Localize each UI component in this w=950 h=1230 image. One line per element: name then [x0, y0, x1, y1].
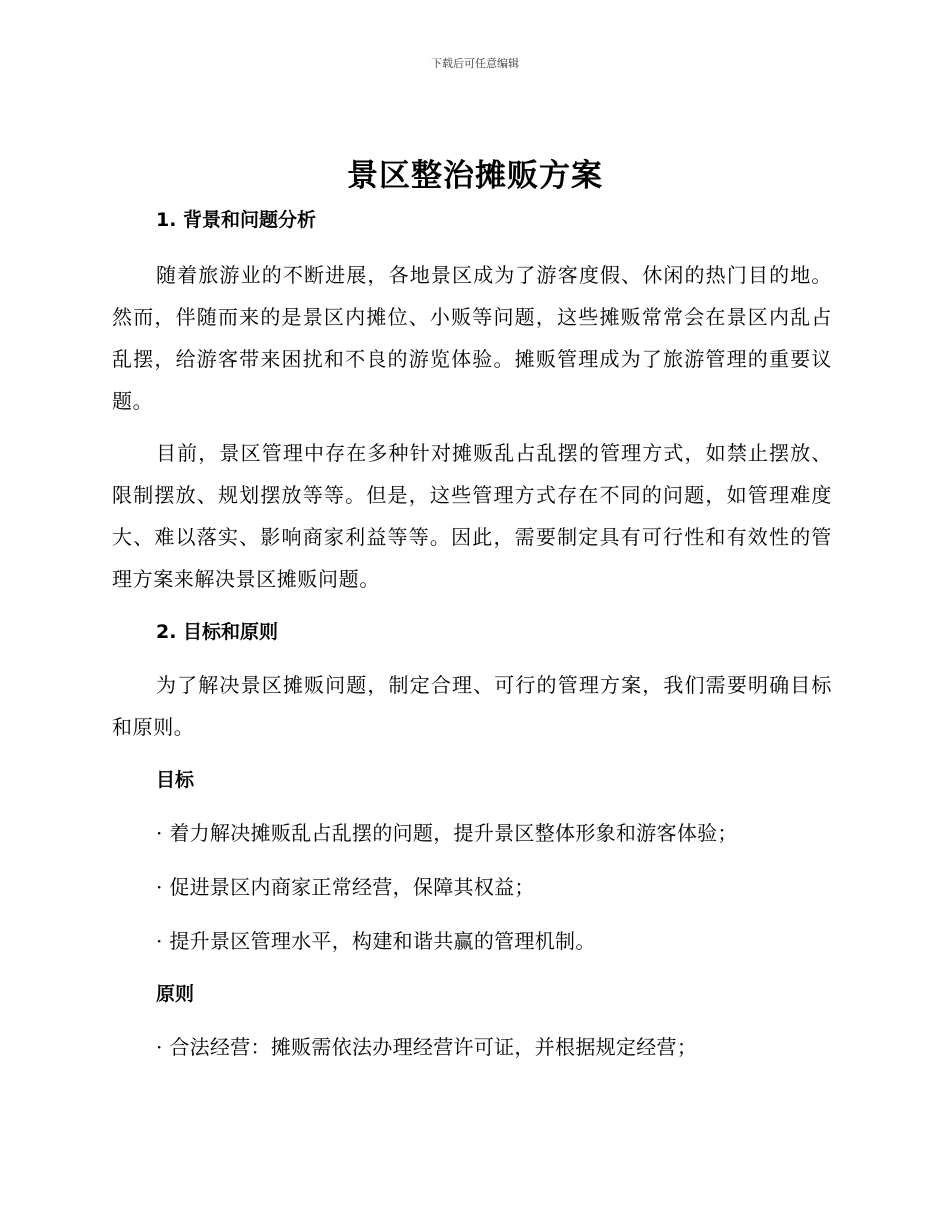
subheading-goals: 目标: [156, 769, 195, 791]
list-item-goal: · 着力解决摊贩乱占乱摆的问题，提升景区整体形象和游客体验；: [156, 821, 738, 845]
paragraph-current-methods: 目前，景区管理中存在多种针对摊贩乱占乱摆的管理方式，如禁止摆放、限制摆放、规划摆放等等。但是，这些管理方式存在不同的问题，如管理难度大、难以落实、影响商家利益等等。因此，需要制定具有可行性和有效性的管理方案来解决景区摊贩问题。: [112, 441, 832, 591]
paragraph-goals-intro: 为了解决景区摊贩问题，制定合理、可行的管理方案，我们需要明确目标和原则。: [112, 673, 832, 739]
document-title: 景区整治摊贩方案: [347, 158, 603, 194]
page-header-note: 下载后可任意编辑: [431, 57, 519, 70]
section-heading-goals-principles: 2. 目标和原则: [156, 621, 279, 643]
paragraph-background: 随着旅游业的不断进展，各地景区成为了游客度假、休闲的热门目的地。然而，伴随而来的是景区内摊位、小贩等问题，这些摊贩常常会在景区内乱占乱摆，给游客带来困扰和不良的游览体验。摊贩管理成为了旅游管理的重要议题。: [112, 263, 832, 413]
list-item-goal: · 提升景区管理水平，构建和谐共赢的管理机制。: [156, 929, 596, 953]
list-item-principle: · 合法经营：摊贩需依法办理经营许可证，并根据规定经营；: [156, 1035, 698, 1059]
subheading-principles: 原则: [156, 983, 195, 1005]
list-item-goal: · 促进景区内商家正常经营，保障其权益；: [156, 875, 535, 899]
document-body: [112, 200, 832, 1068]
section-heading-background: 1. 背景和问题分析: [156, 209, 317, 231]
